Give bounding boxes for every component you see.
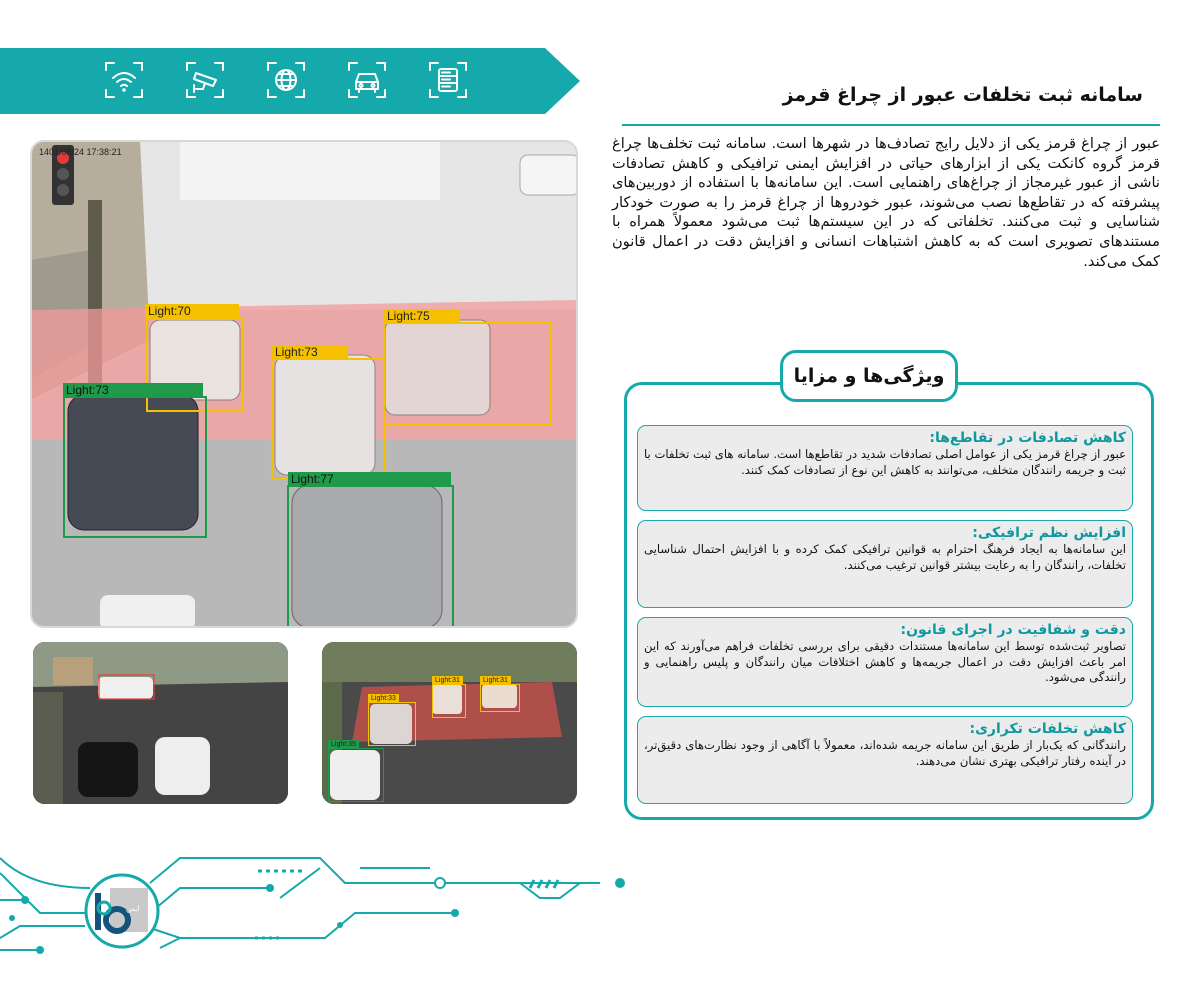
server-icon [426, 58, 470, 102]
page-title: سامانه ثبت تخلفات عبور از چراغ قرمز [782, 84, 1143, 106]
intro-paragraph: عبور از چراغ قرمز یکی از دلایل رایج تصادف‌ها در شهرها است. سامانه ثبت تخلف‌ها چراغ قرمز گروه کانکت یکی از ابزارهای حیاتی در افزایش ایمنی ترافیکی و کاهش تصادفات ناشی از عبور غیرمجاز از چراغ‌های راهنمایی است. این سامانه‌ها با استفاده از دوربین‌های پیشرفته که در تقاطع‌ها نصب می‌شوند، عبور خودروها از چراغ قرمز را به صورت خودکار شناسایی و ثبت می‌کنند. تخلفاتی که در این سیستم‌ها ثبت می‌شود معمولاً همراه با مستندهای تصویری است که به کاهش اشتباهات انسانی و افزایش دقت در اعمال قانون کمک می‌کند. [612, 135, 1160, 270]
feature-card [637, 520, 1133, 608]
detection-box [328, 748, 384, 802]
feature-body: عبور از چراغ قرمز یکی از عوامل اصلی تصادفات شدید در تقاطع‌ها است. سامانه های ثبت تخلفات با ثبت و جریمه رانندگان متخلف، می‌توانند به کاهش این نوع از تصادفات کمک کنند. [644, 447, 1126, 477]
detection-label: Light:73 [63, 383, 203, 397]
title-divider [622, 124, 1160, 126]
detection-box [287, 485, 454, 628]
detection-box [480, 684, 520, 712]
detection-box [383, 322, 552, 426]
feature-title: افزایش نظم ترافیکی: [972, 525, 1126, 541]
detection-label: Light:33 [368, 694, 399, 703]
feature-card [637, 716, 1133, 804]
detection-box [271, 358, 385, 480]
feature-card [637, 425, 1133, 511]
feature-body: تصاویر ثبت‌شده توسط این سامانه‌ها مستندات دقیقی برای بررسی تخلفات فراهم می‌آورند که این امر باعث افزایش دقت در اعمال جریمه‌ها و کاهش اختلافات میان رانندگان و پلیس راهنمایی و رانندگی می‌شود. [644, 639, 1126, 684]
detection-box [63, 396, 207, 538]
feature-body: این سامانه‌ها به ایجاد فرهنگ احترام به قوانین ترافیکی کمک کرده و با افزایش احتمال شناسایی تخلفات، رانندگان را به رعایت بیشتر قوانین ترغیب می‌کنند. [644, 542, 1126, 572]
feature-body: رانندگانی که یک‌بار از طریق این سامانه جریمه شده‌اند، معمولاً با آگاهی از وجود نظارت‌های دقیق‌تر، در آینده رفتار ترافیکی بهتری نشان می‌دهند. [644, 738, 1126, 768]
feature-title: دقت و شفافیت در اجرای قانون: [900, 622, 1126, 638]
logo-text: ایمن [126, 905, 140, 913]
circuit-decoration [0, 838, 640, 968]
detection-label: Light:31 [432, 676, 463, 685]
camera-photo-small-right [322, 642, 577, 804]
main-camera-photo [30, 140, 578, 628]
detection-label: Light:75 [384, 309, 460, 323]
feature-card [637, 617, 1133, 707]
features-heading: ویژگی‌ها و مزایا [780, 350, 958, 402]
feature-title: کاهش تخلفات تکراری: [969, 721, 1126, 737]
detection-label: Light:73 [272, 345, 348, 359]
camera-photo-small-left [33, 642, 288, 804]
detection-box [368, 702, 416, 746]
banner-icons [0, 48, 580, 114]
detection-label: Light:77 [288, 472, 451, 486]
feature-title: کاهش تصادفات در تقاطع‌ها: [929, 430, 1126, 446]
globe-icon [264, 58, 308, 102]
detection-box [432, 684, 466, 718]
detection-label: Light:35 [328, 740, 359, 749]
detection-label: Light:31 [480, 676, 511, 685]
car-icon [345, 58, 389, 102]
detection-label: Light:70 [145, 304, 239, 318]
wifi-icon [102, 58, 146, 102]
cctv-camera-icon [183, 58, 227, 102]
photo-timestamp: 1401/08/24 17:38:21 [39, 147, 122, 157]
